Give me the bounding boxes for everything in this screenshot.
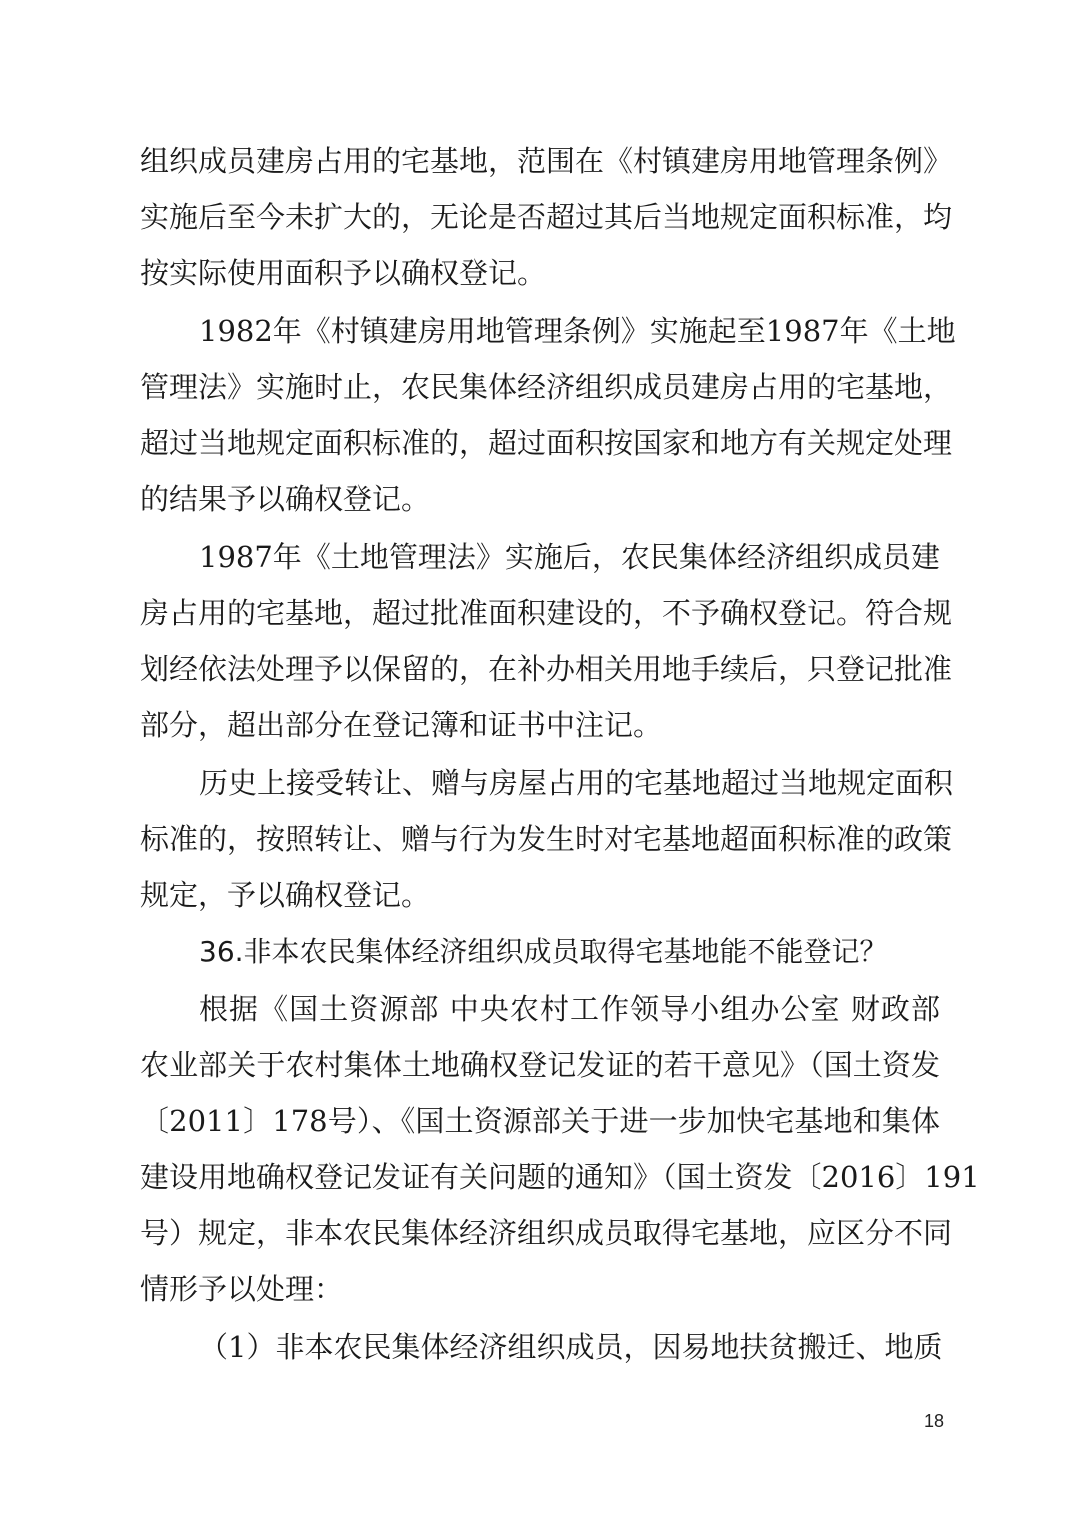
text-line: 超过当地规定面积标准的，超过面积按国家和地方有关规定处理 — [140, 426, 953, 460]
text-line: 1987年《土地管理法》实施后，农民集体经济组织成员建 — [199, 540, 940, 574]
text-line: 农业部关于农村集体土地确权登记发证的若干意见》（国土资发 — [140, 1048, 940, 1082]
text-line: 根据《国土资源部 中央农村工作领导小组办公室 财政部 — [199, 992, 940, 1026]
text-line: 1982年《村镇建房用地管理条例》实施起至1987年《土地 — [199, 314, 956, 348]
text-line: 标准的，按照转让、赠与行为发生时对宅基地超面积标准的政策 — [140, 822, 953, 856]
page-number: 18 — [923, 1411, 944, 1431]
text-line: 历史上接受转让、赠与房屋占用的宅基地超过当地规定面积 — [199, 766, 954, 800]
text-line: 房占用的宅基地，超过批准面积建设的，不予确权登记。符合规 — [140, 596, 953, 630]
text-line: 实施后至今未扩大的，无论是否超过其后当地规定面积标准，均 — [140, 200, 953, 234]
text-line: 号）规定，非本农民集体经济组织成员取得宅基地，应区分不同 — [140, 1216, 953, 1250]
text-line: 〔2011〕178号）、《国土资源部关于进一步加快宅基地和集体 — [140, 1104, 940, 1138]
text-line: 部分，超出部分在登记簿和证书中注记。 — [140, 708, 663, 742]
text-line: 组织成员建房占用的宅基地，范围在《村镇建房用地管理条例》 — [140, 144, 953, 178]
text-line: 情形予以处理： — [140, 1272, 344, 1306]
section-heading: 36.非本农民集体经济组织成员取得宅基地能不能登记？ — [199, 935, 888, 968]
text-line: 建设用地确权登记发证有关问题的通知》（国土资发〔2016〕191 — [140, 1160, 980, 1194]
text-line: 管理法》实施时止，农民集体经济组织成员建房占用的宅基地， — [140, 370, 953, 404]
text-line: 规定，予以确权登记。 — [140, 878, 431, 912]
text-line: 的结果予以确权登记。 — [140, 482, 431, 516]
text-line: （1）非本农民集体经济组织成员，因易地扶贫搬迁、地质 — [199, 1330, 943, 1364]
text-line: 按实际使用面积予以确权登记。 — [140, 256, 547, 290]
text-line: 划经依法处理予以保留的，在补办相关用地手续后，只登记批准 — [140, 652, 953, 686]
